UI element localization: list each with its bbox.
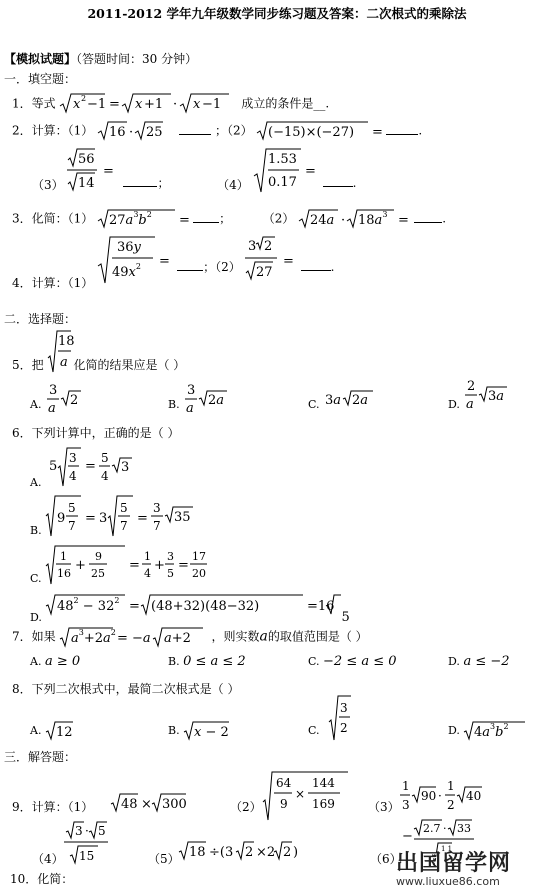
- svg-text:49x2: $49x^2$: [112, 262, 142, 280]
- svg-text:14: 14: [78, 176, 96, 191]
- svg-text:40: 40: [466, 789, 482, 803]
- q6-option-d-expr: [45, 592, 341, 618]
- svg-text:4: 4: [144, 567, 152, 580]
- svg-text:2: 2: [81, 94, 87, 103]
- q9a-expression: [110, 792, 190, 814]
- svg-text:=: =: [179, 213, 191, 228]
- q8-option-c[interactable]: [308, 694, 353, 742]
- svg-text:2a: 2a: [208, 393, 225, 408]
- svg-text:3: 3: [75, 824, 83, 838]
- q8-option-a[interactable]: [30, 720, 79, 742]
- q7-option-d-text: a ≤ −2: [463, 654, 510, 669]
- q5-option-a-expr: [45, 382, 85, 418]
- svg-text:+: +: [154, 558, 165, 573]
- svg-text:3: 3: [340, 701, 348, 715]
- svg-text:2: 2: [263, 239, 272, 254]
- q8-option-c-expr: [323, 694, 353, 742]
- q2b-expression: [256, 120, 386, 142]
- svg-text:=: =: [85, 511, 96, 526]
- svg-text:16: 16: [57, 567, 72, 580]
- svg-text:3: 3: [153, 501, 161, 515]
- section-choice-title: 二．选择题：: [4, 312, 77, 326]
- svg-text:18: 18: [58, 334, 76, 349]
- q5-option-c[interactable]: [308, 382, 379, 418]
- svg-text:48: 48: [121, 797, 138, 812]
- svg-text:·: ·: [438, 789, 442, 803]
- q4a-answer-blank[interactable]: [177, 258, 203, 271]
- svg-text:=: =: [372, 125, 384, 140]
- svg-text:90: 90: [421, 789, 437, 803]
- q3a-expression: [97, 208, 193, 230]
- svg-text:×: ×: [141, 797, 152, 812]
- q5-option-b-letter: B.: [168, 398, 180, 411]
- svg-text:9: 9: [95, 550, 103, 563]
- q5-post: 化简的结果应是（ ）: [73, 358, 186, 372]
- q7-option-c[interactable]: [308, 654, 397, 669]
- q2a-expression: [97, 120, 179, 142]
- q2c-label: （3）: [32, 177, 64, 192]
- svg-text:3a: 3a: [488, 389, 505, 404]
- svg-text:(48+32)(48−32): (48+32)(48−32): [151, 599, 260, 614]
- svg-text:a: a: [60, 355, 69, 370]
- svg-text:+1: +1: [144, 97, 164, 112]
- q6-option-a-expr: [45, 446, 155, 490]
- svg-text:1: 1: [60, 550, 68, 563]
- q9-number: 9．: [12, 800, 32, 814]
- svg-text:a: a: [186, 401, 194, 416]
- q6-option-c-letter: C.: [30, 572, 42, 585]
- svg-text:a: a: [466, 397, 475, 412]
- svg-text:9: 9: [57, 511, 66, 526]
- q1-equation: [59, 94, 241, 112]
- svg-text:5: 5: [100, 451, 109, 465]
- svg-text:9: 9: [280, 797, 288, 811]
- mock-test-label: 【模拟试题】: [4, 52, 77, 66]
- q2d-expression: [253, 148, 323, 194]
- svg-text:−1: −1: [87, 97, 107, 112]
- svg-text:−1: −1: [202, 97, 222, 112]
- q5-option-c-letter: C.: [308, 398, 320, 411]
- svg-text:144: 144: [312, 776, 335, 790]
- section-fill-title: 一．填空题：: [4, 72, 77, 86]
- svg-text:=: =: [178, 558, 189, 573]
- q3b-answer-blank[interactable]: [414, 210, 442, 223]
- svg-text:2: 2: [69, 393, 79, 408]
- svg-text:169: 169: [312, 797, 335, 811]
- svg-text:=: =: [398, 213, 410, 228]
- svg-text:4: 4: [100, 469, 109, 483]
- q9d-expression: [62, 820, 110, 866]
- svg-text:12: 12: [55, 725, 73, 740]
- q2d-answer-blank[interactable]: [323, 174, 353, 187]
- q7-post: ，则实数: [211, 629, 260, 644]
- q7-number: 7．: [12, 629, 32, 644]
- q4a-expression: [97, 236, 177, 286]
- svg-text:a+2: a+2: [164, 631, 192, 646]
- watermark-cn: 出国留学网: [396, 851, 512, 876]
- q1-number: 1．: [12, 96, 32, 111]
- svg-text:3: 3: [99, 511, 108, 526]
- svg-text:2: 2: [283, 845, 292, 860]
- q8-option-b-letter: B.: [168, 724, 180, 737]
- watermark-logo: [396, 846, 550, 888]
- q8-option-d-expr: [463, 720, 529, 742]
- q2d-label: （4）: [217, 177, 249, 192]
- svg-text:3: 3: [120, 460, 130, 475]
- svg-text:+: +: [75, 558, 86, 573]
- svg-text:x: x: [73, 97, 81, 112]
- svg-text:2a: 2a: [352, 393, 369, 408]
- q9-pre: 计算：（1）: [31, 800, 94, 814]
- q1-pre: 等式: [31, 96, 56, 111]
- q8-option-d[interactable]: [448, 720, 529, 742]
- q7-option-c-text: −2 ≤ a ≤ 0: [323, 654, 397, 669]
- q5-option-d-letter: D.: [448, 398, 460, 411]
- svg-text:=: =: [84, 459, 96, 474]
- q5-option-d-expr: [463, 378, 511, 414]
- q5-option-b[interactable]: [168, 382, 231, 418]
- q9e-expression: [178, 840, 298, 862]
- svg-text:3: 3: [187, 383, 196, 398]
- svg-text:7: 7: [153, 519, 161, 533]
- q7-option-b-text: 0 ≤ a ≤ 2: [183, 654, 246, 669]
- svg-text:=16: =16: [307, 599, 335, 614]
- svg-text:3: 3: [167, 550, 175, 563]
- q7-option-a-letter: A.: [30, 655, 42, 668]
- q8-option-a-expr: [45, 720, 79, 742]
- svg-text:18: 18: [189, 845, 206, 860]
- svg-text:5: 5: [68, 501, 76, 515]
- q7-option-d-letter: D.: [448, 655, 460, 668]
- q6-option-a[interactable]: [30, 446, 155, 490]
- q5-number: 5．: [12, 358, 32, 372]
- q6-number: 6．: [12, 426, 32, 440]
- question-1: [12, 92, 329, 116]
- svg-text:7: 7: [120, 519, 128, 533]
- svg-text:=: =: [282, 254, 294, 269]
- svg-text:): ): [293, 845, 299, 860]
- q9b-expression: [262, 770, 352, 822]
- svg-text:×2: ×2: [256, 845, 276, 860]
- section-solve-title: 三．解答题：: [4, 750, 77, 764]
- q6-option-d[interactable]: D. $48^2 - 32^2$ = (48+32)(48−32) =16 5: [30, 592, 350, 618]
- q2-number: 2．: [12, 123, 32, 138]
- q4b-answer-blank[interactable]: [301, 258, 331, 271]
- svg-text:56: 56: [78, 152, 96, 167]
- svg-text:x: x: [193, 97, 201, 112]
- svg-text:x − 2: x − 2: [194, 725, 229, 740]
- svg-text:=: =: [304, 164, 316, 179]
- q7-expression: [59, 626, 211, 648]
- question-8: [12, 680, 239, 697]
- svg-text:35: 35: [174, 510, 191, 525]
- q5-option-c-expr: [323, 382, 379, 418]
- q9b-label: （2）: [230, 800, 262, 814]
- q3a-answer-blank[interactable]: [193, 210, 219, 223]
- svg-text:20: 20: [192, 567, 207, 580]
- svg-text:= −a: = −a: [117, 631, 152, 646]
- q2c-expression: [67, 148, 123, 194]
- svg-text:=: =: [103, 164, 115, 179]
- svg-text:300: 300: [162, 797, 187, 812]
- svg-text:15: 15: [79, 849, 95, 863]
- svg-text:=: =: [137, 511, 148, 526]
- q3-pre: 化简：（1）: [31, 211, 94, 226]
- q9c-expression: [400, 776, 490, 816]
- svg-text:27: 27: [255, 265, 273, 280]
- q5-pre: 把: [31, 358, 44, 372]
- svg-text:0.17: 0.17: [267, 175, 297, 190]
- svg-text:24a: 24a: [310, 213, 335, 228]
- question-5: [12, 330, 185, 374]
- svg-text:1: 1: [144, 550, 152, 563]
- svg-text:16: 16: [109, 125, 126, 140]
- q3b-label: （2）: [262, 211, 295, 226]
- q3-number: 3．: [12, 211, 32, 226]
- svg-text:4a3b2: $4a^3b^2$: [474, 722, 509, 740]
- svg-text:3: 3: [247, 239, 256, 254]
- q10-number: 10．: [10, 872, 38, 886]
- q4-number: 4．: [12, 275, 32, 290]
- question-6: [12, 424, 179, 441]
- svg-text:−: −: [402, 829, 413, 844]
- svg-text:25: 25: [146, 125, 163, 140]
- q4b-expression: [245, 236, 301, 286]
- svg-text:1: 1: [402, 779, 410, 793]
- q2-pre: 计算：（1）: [31, 123, 94, 138]
- svg-text:3: 3: [48, 383, 58, 398]
- q7-variable: a: [259, 628, 268, 645]
- q7-option-a-text: a ≥ 0: [44, 654, 81, 669]
- q7-option-c-letter: C.: [308, 655, 320, 668]
- q8-option-c-letter: C.: [308, 724, 320, 737]
- q3b-expression: [298, 208, 414, 230]
- svg-text:5: 5: [48, 459, 58, 474]
- q9f-label: （6）: [370, 852, 402, 866]
- svg-text:·: ·: [341, 213, 346, 228]
- q8-number: 8．: [12, 682, 32, 696]
- q5-option-a[interactable]: [30, 382, 85, 418]
- svg-text:a3+2a2: $a^3+2a^2$: [71, 628, 117, 646]
- time-note: （答题时间：30 分钟）: [76, 52, 198, 66]
- svg-text:4: 4: [68, 469, 77, 483]
- svg-text:2: 2: [447, 798, 455, 812]
- q6-option-a-letter: A.: [30, 476, 42, 489]
- svg-text:=: =: [109, 97, 121, 112]
- q7-pre: 如果: [31, 629, 56, 644]
- q6-option-c-expr: [45, 544, 215, 586]
- svg-text:1: 1: [447, 779, 455, 793]
- q10-text: 化简：: [37, 872, 74, 886]
- svg-text:5: 5: [120, 501, 128, 515]
- question-10: [10, 870, 73, 887]
- q8-option-a-letter: A.: [30, 724, 42, 737]
- svg-text:25: 25: [91, 567, 106, 580]
- question-7: [12, 626, 368, 648]
- q6-option-d-letter: D.: [30, 611, 42, 624]
- question-9: [12, 798, 93, 815]
- q2c-answer-blank[interactable]: [123, 174, 157, 187]
- svg-text:·: ·: [443, 822, 447, 835]
- svg-text:=: =: [129, 599, 141, 614]
- svg-text:a: a: [47, 401, 56, 416]
- svg-text:3: 3: [68, 451, 77, 465]
- section-header: [4, 50, 197, 67]
- q6-text: 下列计算中，正确的是（ ）: [31, 426, 180, 440]
- q2a-answer-blank[interactable]: [179, 122, 211, 135]
- q1-post: 成立的条件是__.: [241, 96, 330, 111]
- q8-option-b-expr: [183, 720, 233, 742]
- question-2: 2．计算：（1） 16 · 25 ；（2） (−15)×(−27) = .: [12, 120, 422, 142]
- q8-option-b[interactable]: [168, 720, 233, 742]
- q7-option-d[interactable]: [448, 654, 510, 669]
- q6-option-b-expr: [45, 494, 215, 540]
- q7-option-a[interactable]: [30, 654, 80, 669]
- q6-option-b[interactable]: [30, 494, 215, 540]
- watermark-url: www.liuxue86.com: [396, 875, 500, 888]
- q9d-label: （4）: [32, 852, 64, 866]
- svg-text:64: 64: [276, 776, 292, 790]
- q4b-label: ；（2）: [203, 259, 241, 274]
- q5-expression: [47, 330, 76, 374]
- svg-text:2: 2: [340, 721, 348, 735]
- svg-text:3: 3: [402, 798, 410, 812]
- svg-text:÷(3: ÷(3: [209, 845, 234, 860]
- svg-text:27a3b2: $27a^3b^2$: [109, 210, 152, 228]
- svg-text:5: 5: [167, 567, 175, 580]
- svg-text:482 − 322: $48^2 - 32^2$: [57, 596, 120, 614]
- q5-option-a-letter: A.: [30, 398, 42, 411]
- q8-text: 下列二次根式中，最简二次根式是（ ）: [31, 682, 240, 696]
- q2-sep: ；（2）: [214, 123, 253, 138]
- svg-text:18a3: $18a^3$: [358, 210, 388, 228]
- svg-text:33: 33: [457, 822, 471, 835]
- q6-option-c[interactable]: [30, 544, 215, 586]
- svg-text:36y: 36y: [117, 240, 142, 255]
- svg-text:1 1: 1 1: [441, 845, 453, 853]
- svg-text:(−15)×(−27): (−15)×(−27): [268, 125, 355, 140]
- q9c-label: （3）: [368, 800, 400, 814]
- q9e-label: （5）: [148, 852, 180, 866]
- q5-option-b-expr: [183, 382, 231, 418]
- svg-text:3a: 3a: [325, 393, 342, 408]
- q5-option-d[interactable]: [448, 378, 511, 414]
- svg-text:=: =: [159, 254, 171, 269]
- q2b-answer-blank[interactable]: [386, 122, 418, 135]
- svg-text:17: 17: [192, 550, 207, 563]
- q7-option-b-letter: B.: [168, 655, 180, 668]
- svg-text:x: x: [135, 97, 143, 112]
- q4-pre: 计算：（1）: [31, 275, 94, 290]
- question-3: 3．化简：（1） $27a^3b^2$ = ； （2） 24a · $18a^3$ = .: [12, 210, 447, 228]
- svg-text:·: ·: [173, 97, 178, 112]
- svg-text:7: 7: [68, 519, 76, 533]
- q8-option-d-letter: D.: [448, 724, 460, 737]
- page-title: 2011-2012 学年九年级数学同步练习题及答案：二次根式的乘除法: [87, 6, 467, 21]
- svg-text:×: ×: [295, 787, 306, 801]
- q7-post2: 的取值范围是（ ）: [267, 629, 368, 644]
- svg-text:1.53: 1.53: [267, 152, 297, 167]
- svg-text:·: ·: [85, 824, 89, 838]
- question-2-row2: （3） 56 14 = ； （4） 1.53 0.17 = .: [32, 148, 356, 194]
- svg-text:=: =: [129, 558, 140, 573]
- q6-option-b-letter: B.: [30, 524, 42, 537]
- svg-text:2: 2: [245, 845, 254, 860]
- svg-text:2: 2: [467, 379, 476, 394]
- svg-text:5: 5: [98, 824, 106, 838]
- svg-text:·: ·: [129, 125, 134, 140]
- question-4: 4．计算：（1） 36y $49x^2$ = ；（2） 3 2 27 = .: [12, 236, 334, 286]
- q7-option-b[interactable]: [168, 654, 246, 669]
- svg-text:2.7: 2.7: [423, 822, 441, 835]
